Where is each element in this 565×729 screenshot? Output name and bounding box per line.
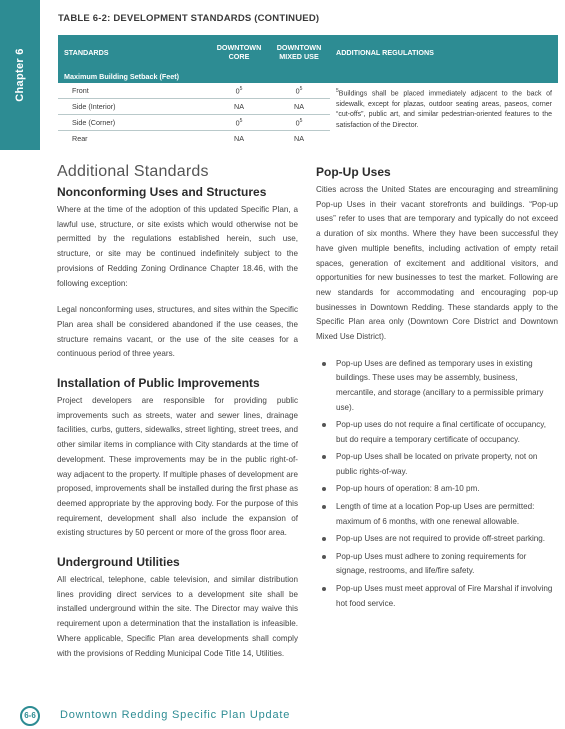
cell-core: NA: [234, 134, 244, 143]
row-label: Front: [58, 83, 210, 99]
table-row: [58, 83, 558, 99]
cell-core: NA: [210, 99, 268, 115]
list-item: Pop-up uses do not require a final certificate of occupancy, but do require a temporary certificate of occupancy.: [316, 418, 558, 447]
row-label: Side (Corner): [58, 115, 210, 131]
header-downtown-mixed-use: DOWNTOWN MIXED USE: [268, 35, 330, 69]
cell-mixed: $0^5$: [268, 83, 330, 99]
list-item: Pop-up Uses are defined as temporary uses in existing buildings. These uses may be assembly, business, mercantile, and storage (ancillary to a permissible primary use).: [316, 357, 558, 415]
page-number: 6-6: [20, 706, 40, 726]
cell-mixed: NA: [268, 99, 330, 115]
popup-bullet-list: [316, 357, 558, 612]
row-label: Side (Interior): [58, 99, 210, 115]
section-title: Additional Standards: [57, 163, 209, 180]
popup-heading: Pop-Up Uses: [316, 165, 391, 179]
cell-mixed: NA: [294, 134, 304, 143]
cell-core: $0^5$: [210, 115, 268, 131]
header-downtown-core: DOWNTOWN CORE: [210, 35, 268, 69]
header-standards: STANDARDS: [58, 35, 210, 69]
nonconforming-heading: Nonconforming Uses and Structures: [57, 185, 267, 199]
utilities-heading: Underground Utilities: [57, 555, 180, 570]
table-header-row: [58, 35, 558, 69]
chapter-label: Chapter 6: [14, 48, 26, 102]
group-label: Maximum Building Setback (Feet): [58, 69, 558, 83]
popup-paragraph: Cities across the United States are encouraging and streamlining Pop-up Uses in their vacant storefronts and buildings. “Pop-up uses” refer to uses that are temporary and typically do not exceed a duration of six months. Where they have been successful they have given multiple benefits, including activation of empty retail spaces, generation of excitement and additional visitors, and opportunities for new businesses to test the market. Following are new standards for accommodating and encouraging pop-up businesses in Downtown Redding. These standards apply to the Specific Plan area only (Downtown Core District and Downtown Mixed Use District).: [316, 185, 558, 342]
list-item: Length of time at a location Pop-up Uses are permitted: maximum of 6 months, with one renewal allowable.: [316, 500, 558, 529]
development-standards-table: [58, 35, 558, 146]
public-improvements-paragraph: Project developers are responsible for providing public improvements such as streets, water and sewer lines, drainage facilities, curbs, gutters, sidewalks, street lighting, street trees, and other similar items in compliance with City standards at the time of development. These improvements may be in the public right-of-way adjacent to the property. If multiple phases of development are proposed, improvements shall be installed during the first phase as deemed appropriate by the approving body. For the purpose of this requirement, development shall also include the expansion of existing structures by 50 percent or more of the gross floor area.: [57, 396, 298, 538]
nonconforming-paragraph-1: Where at the time of the adoption of this updated Specific Plan, a lawful use, structure, or site exists which would otherwise not be permitted by the regulations established herein, such use, structure, or site may be continued indefinitely subject to the provisions of Redding Zoning Ordinance Chapter 18.46, with the following exception:: [57, 205, 298, 288]
list-item: Pop-up Uses must adhere to zoning requirements for signage, restrooms, and life/fire safety.: [316, 550, 558, 579]
footer-title: Downtown Redding Specific Plan Update: [60, 709, 291, 721]
list-item: Pop-up Uses shall be located on private property, not on public rights-of-way.: [316, 450, 558, 479]
left-column: [57, 163, 298, 661]
cell-mixed: $0^5$: [268, 115, 330, 131]
cell-core: $0^5$: [210, 83, 268, 99]
row-label: Rear: [72, 134, 88, 143]
additional-regulations-note: $^5$Buildings shall be placed immediately adjacent to the back of sidewalk, except for plazas, outdoor seating areas, paseos, corner “cut-offs”, public art, and similar pedestrian-oriented features to the satisfaction of the Director.: [336, 88, 552, 129]
table-group-row: [58, 69, 558, 83]
utilities-paragraph: All electrical, telephone, cable television, and similar distribution lines providing direct services to a development site shall be installed underground within the site. The Director may waive this requirement upon a determination that the installation is infeasible. Where applicable, Specific Plan area developments shall comply with the provisions of Redding Municipal Code Title 14, Utilities.: [57, 575, 298, 658]
header-additional-regulations: ADDITIONAL REGULATIONS: [330, 35, 558, 69]
list-item: Pop-up Uses are not required to provide off-street parking.: [316, 532, 558, 547]
table-title: TABLE 6-2: DEVELOPMENT STANDARDS (CONTINUED): [58, 13, 320, 24]
right-column: [316, 165, 558, 614]
public-improvements-heading: Installation of Public Improvements: [57, 376, 260, 391]
chapter-side-tab: [0, 0, 40, 150]
nonconforming-paragraph-2: Legal nonconforming uses, structures, and sites within the Specific Plan area shall be considered abandoned if the use ceases, the structure remains vacant, or the use of the site ceases for a continuous period of three years.: [57, 305, 298, 359]
list-item: Pop-up hours of operation: 8 am-10 pm.: [316, 482, 558, 497]
list-item: Pop-up Uses must meet approval of Fire Marshal if involving hot food service.: [316, 582, 558, 611]
